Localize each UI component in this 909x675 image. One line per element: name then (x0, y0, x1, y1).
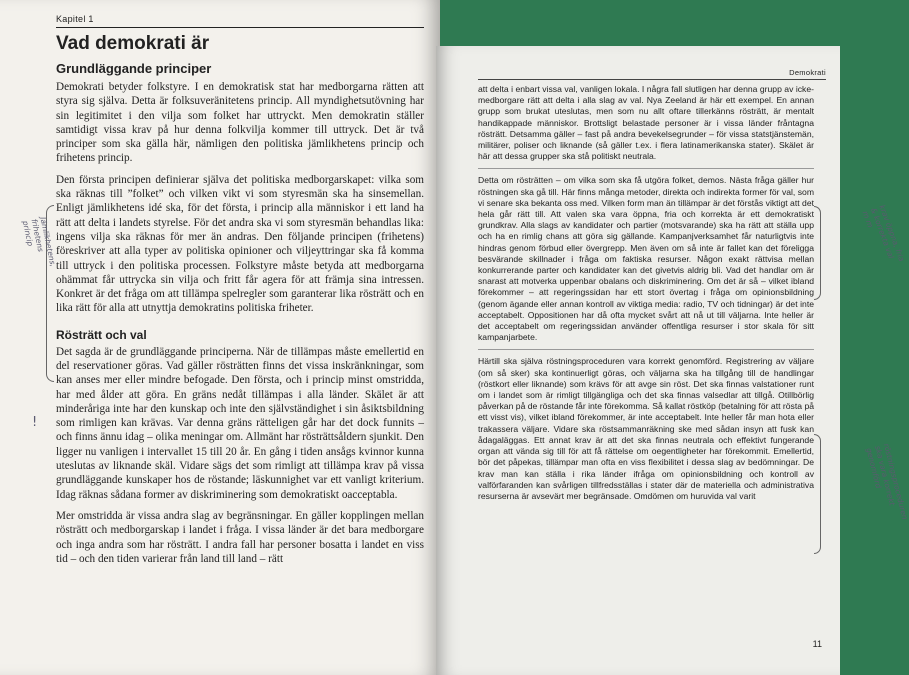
suffrage-paragraph: Det sagda är de grundläggande principerna. När de tillämpas måste emellertid en del reservationer göras. Vad gäller rösträtten finns det vissa inskränkningar, som kan anses mer eller mindre befogade. Den första, och i princip minst omstridda, har med ålder att göra. En gräns nedåt tillämpas i alla länder. Skälet är att minderåriga inte har den kunskap och inte den självständighet i sin åsiktsbildning som rimligen kan krävas. Var denna gräns rätteligen går har det dock funnits – och finns ännu idag – olika meningar om. Allmänt har rösträttsåldern sjunkit. Den ligger nu vanligen i intervallet 15 till 20 år. En gång i tiden ansågs kvinnor kunna uteslutas av liknande skäl. Vidare sägs det som rimligt att tillämpa krav på vissa grundläggande kunskaper hos de röstande; läskunnighet var ett vanligt kriterium. Idag räknas sådana former av diskriminering som demokratiskt oacceptabla. (56, 345, 424, 501)
right-page-content (478, 84, 814, 508)
principles-paragraph: Den första principen definierar själva det politiska medborgarskapet: vilka som ska räknas till ”folket” och vilken vikt vi som styresmän ska ha sinsemellan. Enligt jämlikhetens idé ska, för det första, i princip alla människor i ett land ha rätt att delta i landets styrelse. För det andra ska vi som styresmän behandlas lika: ingens vilja ska räknas för mer än andras. Den följande principen (frihetens) föreskriver att alla typer av politiska opinioner och viljeyttringar ska få komma till uttryck i den politiska processen. Folkstyre måste betyda att medborgarna ohämmat får uttrycka sin vilja och fritt får agera för att främja sina intressen. Konkret är det fråga om att tillämpa spelregler som garanterar lika rösträtt och en lika rätt för alla att utnyttja demokratins politiska friheter. (56, 173, 424, 315)
right-paragraph-1: att delta i enbart vissa val, vanligen lokala. I några fall slutligen har denna grupp av icke-medborgare rätt att delta i alla slag av val. Nya Zeeland är här ett exempel. En annan grupp som brukat uteslutas, men som nu allt oftare tillerkänns rösträtt, är mentalt handikappade människor. Brottsligt belastade personer är i vissa länder fråntagna rösträtt. Detsamma gäller – fast på andra bevekelsegrunder – för vissa statstjänstemän, militärer, poliser och liknande (så gäller t.ex. i flera latinamerikanska stater). Skälet är här att dessa grupper ska stå politiskt neutrala. (478, 84, 814, 162)
intro-paragraph: Demokrati betyder folkstyre. I en demokratisk stat har medborgarna rätten att styra sig själva. Detta är folksuveränitetens princip. All myndighetsutövning har sin legitimitet i den vilja som folket har uttryckt. Men demokratin ställer samtidigt vissa krav på hur denna folkvilja kommer till uttryck. Det är två principer som ska gälla här, nämligen den politiska jämlikhetens princip och frihetens princip. (56, 80, 424, 165)
chapter-rule (56, 27, 424, 28)
margin-bracket-right-2 (814, 434, 821, 554)
paragraph-divider-2 (478, 349, 814, 350)
chapter-label: Kapitel 1 (56, 14, 94, 24)
section-heading-rostratt: Rösträtt och val (56, 327, 147, 342)
margin-bracket-right-1 (814, 206, 821, 300)
right-page (436, 46, 840, 675)
chapter-title: Vad demokrati är (56, 33, 210, 54)
margin-note-right-2: röstningsproceduren ska vara korrekt genomförd (864, 442, 909, 521)
margin-exclamation: ! (32, 415, 38, 430)
right-paragraph-2: Detta om rösträtten – om vilka som ska få utgöra folket, demos. Nästa fråga gäller hur röstningen ska gå till. Här finns många metoder, direkta och indirekta former för val, som vi senare ska bekanta oss med. Vilken form man än tillämpar är det förstås viktigt att det hela går rätt till. Att valen ska vara öppna, fria och korrekta är ett demokratiskt grundkrav. Alla slags av kandidater och partier (motsvarande) ska ha rätt att ställa upp och ha en rimlig chans att göra sig gällande. Kampanjverksamhet får naturligtvis inte hindras genom förbud eller övergrepp. Men även om så inte är fallet kan det föreligga besvärande skillnader i fråga om faktiska resurser. Någon exakt rättvisa mellan konkurrerande parter och kandidater kan det givetvis aldrig bli. Vad det handlar om är snarast att motverka uppenbar obalans och diskriminering. Om det är så – vilket ibland förekommer – att regeringssidan har ett stort övertag i fråga om opinionsbildning (genom ägande eller annan kontroll av viktiga media: radio, TV och tidningar) är det inte acceptabelt. Oppositionen har då ofta mycket svårt att nå ut till väljarna. Inte heller är det acceptabelt om regeringssidan använder offentliga resurser i stor skala för sitt kampanjarbete. (478, 175, 814, 343)
running-header: Demokrati (789, 68, 826, 77)
margin-note-right-1: krav öppna, fria & korrekta val m m (860, 203, 907, 263)
left-page (0, 0, 440, 675)
section-subtitle: Grundläggande principer (56, 60, 212, 76)
paragraph-divider (478, 168, 814, 169)
restrictions-paragraph: Mer omstridda är vissa andra slag av begränsningar. En gäller kopplingen mellan rösträtt och medborgarskap i landet i fråga. I vissa länder är det bara medborgare och inga andra som har rösträtt. I andra fall har personer bosatta i landet en viss tid – och den tiden varierar från land till land – rätt (56, 509, 424, 565)
running-header-rule (478, 79, 826, 80)
right-paragraph-3: Härtill ska själva röstningsproceduren vara korrekt genomförd. Registrering av väljare (om så sker) ska kontinuerligt göras, och väljarna ska ha tillgång till de handlingar (röstkort eller liknande) som krävs för att avge sin röst. Det ska finnas valstationer runt om i landet som är rimligt tillgängliga och det ska finnas valsedlar att tillgå. Otillbörlig påverkan på de röstande får inte förekomma. Så kallat röstköp (betalning för att rösta på ett visst vis), vilket ibland förekommer, är inte acceptabelt. Inte heller får man hota eller trakassera väljare. Vidare ska röstsammanräkning ske med sådan insyn att fusk kan ådagaläggas. Ett annat krav är att det ska finnas neutrala och effektivt fungerande organ att vända sig till för att få rättelse om oegentligheter har förekommit. Emellertid, bör det påpekas, tillämpar man ofta en viss flexibilitet i dessa slag av bedömningar. De krav man kan ställa i rika länder ifråga om opinionsbildning och kontroll av valförfaranden kan svårligen tillfredsställas i stater där de materiella och administrativa resurserna är avsevärt mer begränsade. Omdömen om huruvida val varit (478, 356, 814, 501)
margin-note-left: Jämlikhetens, frihetens princip (20, 216, 58, 268)
page-number: 11 (812, 639, 822, 649)
left-page-content (56, 14, 424, 573)
